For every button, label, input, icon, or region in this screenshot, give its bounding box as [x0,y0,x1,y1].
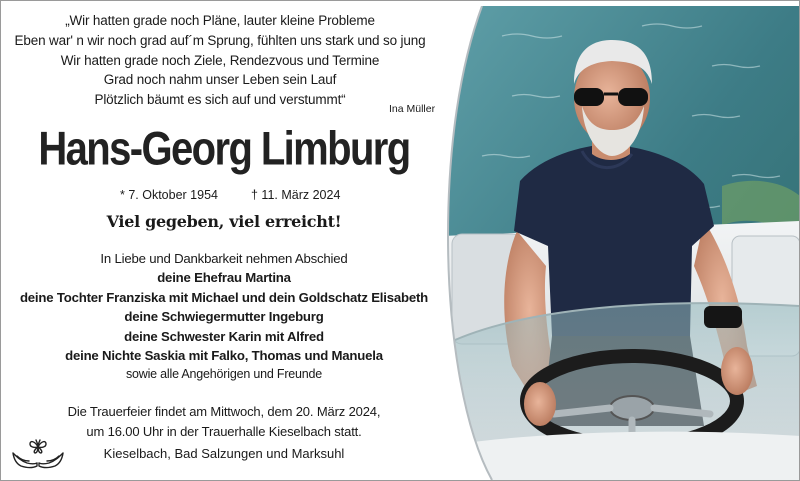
poem-author: Ina Müller [389,103,436,115]
death-date: † 11. März 2024 [251,188,341,202]
poem-line: „Wir hatten grade noch Pläne, lauter kleine Probleme [65,13,375,28]
mourners-closing: sowie alle Angehörigen und Freunde [125,367,323,382]
hands-with-butterfly-icon [11,433,65,473]
funeral-line: um 16.00 Uhr in der Trauerhalle Kieselbach statt. [86,423,362,439]
mourner: deine Ehefrau Martina [157,270,291,286]
portrait-photo [442,6,800,480]
poem [11,11,429,110]
mourner: deine Schwester Karin mit Alfred [124,328,324,344]
poem-line: Grad noch nahm unser Leben sein Lauf [103,72,337,88]
places: Kieselbach, Bad Salzungen und Marksuhl [103,446,345,461]
deceased-name: Hans-Georg Limburg [38,123,410,175]
funeral-info [1,402,447,441]
poem-line: Plötzlich bäumt es sich auf und verstummt“ [94,92,346,108]
birth-date: * 7. Oktober 1954 [120,188,218,202]
poem-line: Eben war' n wir noch grad auf´m Sprung, fühlten uns stark und so jung [14,32,426,48]
mourner: deine Nichte Saskia mit Falko, Thomas und Manuela [65,348,383,364]
mourner: deine Tochter Franziska mit Michael und dein Goldschatz Elisabeth [19,289,429,305]
mourners-list [1,249,447,385]
poem-line: Wir hatten grade noch Ziele, Rendezvous und Termine [60,52,380,68]
mourner: deine Schwiegermutter Ingeburg [124,309,324,325]
mourners-intro: In Liebe und Dankbarkeit nehmen Abschied [100,251,348,266]
funeral-line: Die Trauerfeier findet am Mittwoch, dem 20. März 2024, [67,404,381,419]
motto: Viel gegeben, viel erreicht! [106,212,342,231]
